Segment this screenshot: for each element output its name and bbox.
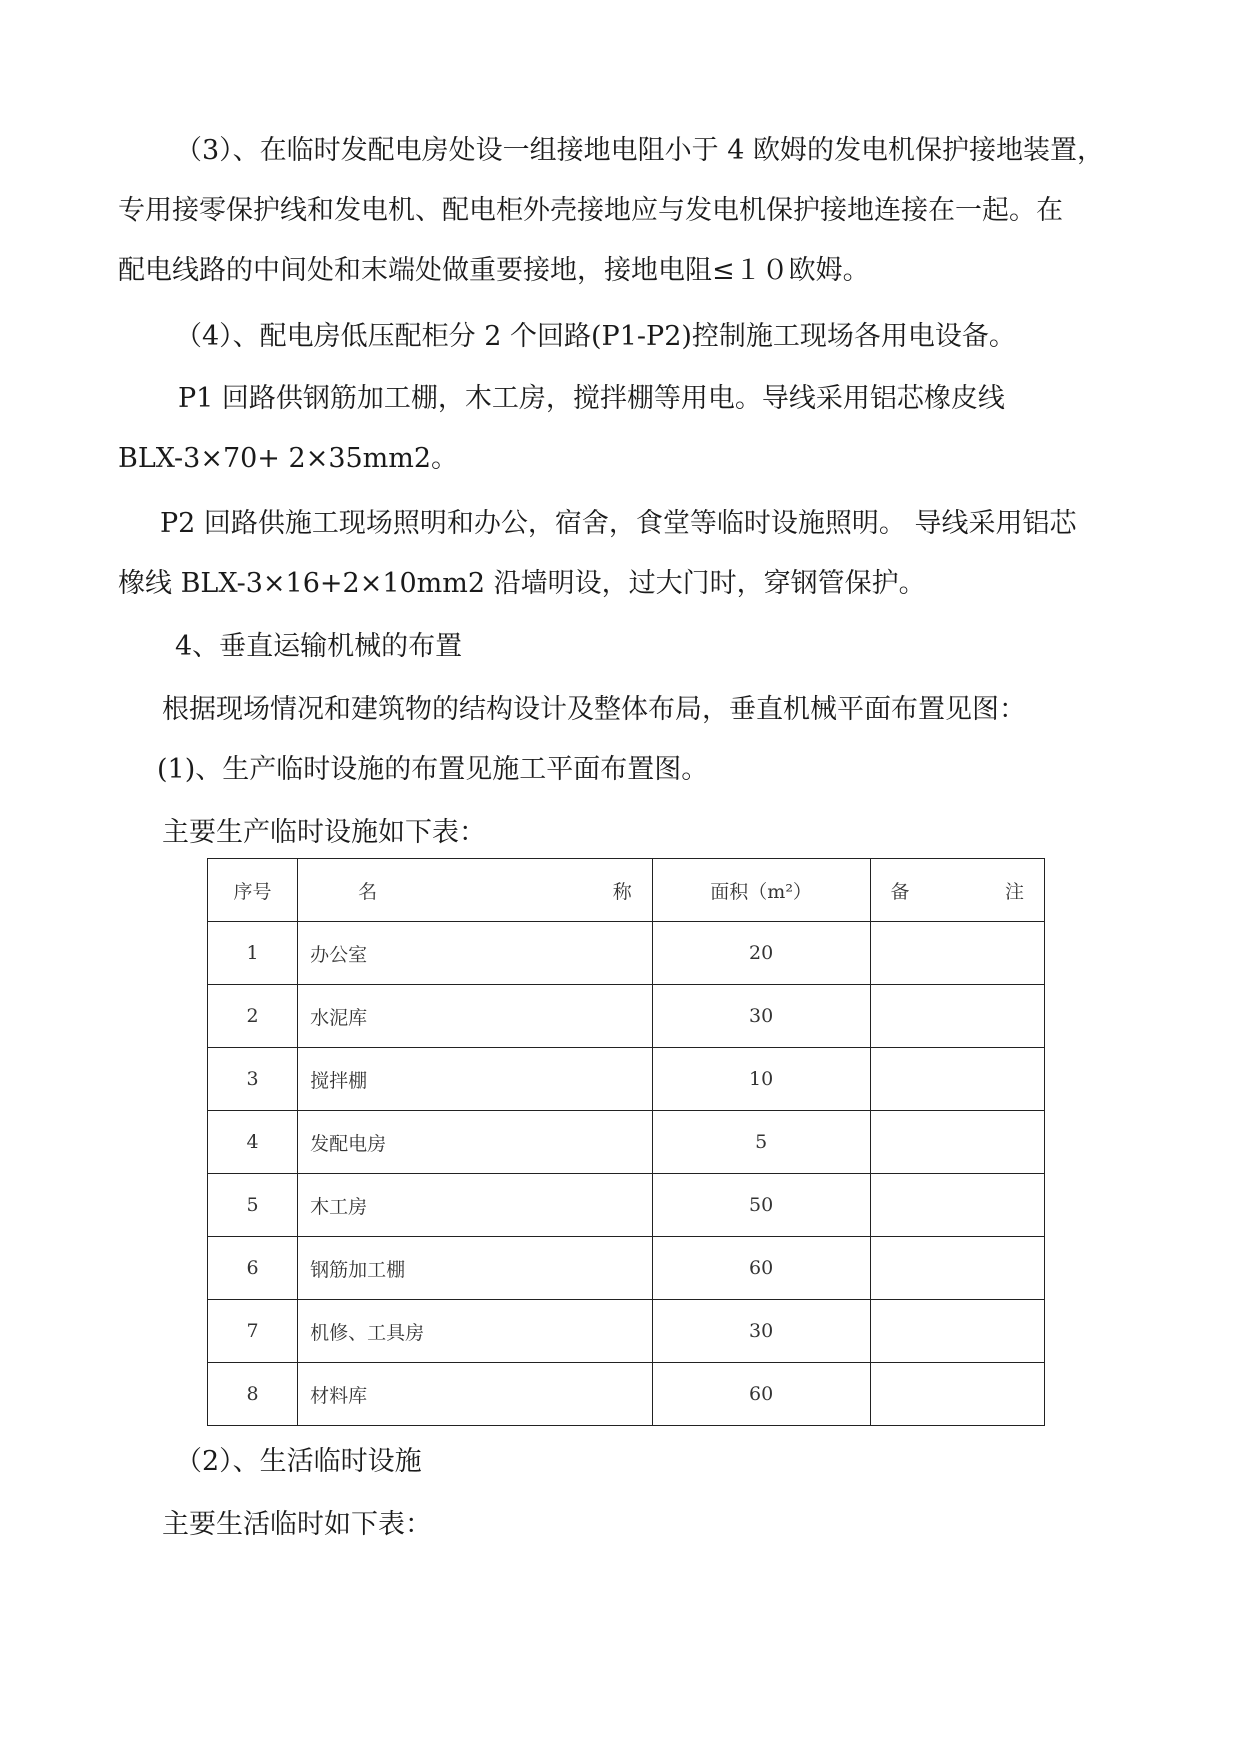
cell-no: 7 (208, 1300, 298, 1363)
table-row (208, 1111, 1045, 1174)
header-note (870, 859, 1044, 922)
cell-area: 10 (652, 1048, 870, 1111)
header-note-part: 备 (890, 880, 910, 903)
paragraph-item2: （2）、生活临时设施 (175, 1446, 422, 1477)
cell-area: 60 (652, 1237, 870, 1300)
cell-no: 3 (208, 1048, 298, 1111)
header-name (298, 859, 653, 922)
cell-no: 5 (208, 1174, 298, 1237)
table-caption: 主要生产临时设施如下表： (162, 817, 486, 848)
cell-name: 水泥库 (298, 985, 653, 1048)
cell-area: 50 (652, 1174, 870, 1237)
cell-area: 5 (652, 1111, 870, 1174)
cell-area: 30 (652, 985, 870, 1048)
cell-area: 60 (652, 1363, 870, 1426)
cell-no: 2 (208, 985, 298, 1048)
table-header-row (208, 859, 1045, 922)
cell-note (870, 922, 1044, 985)
cell-name: 钢筋加工棚 (298, 1237, 653, 1300)
table-row (208, 1300, 1045, 1363)
paragraph-item1: (1)、生产临时设施的布置见施工平面布置图。 (157, 754, 709, 785)
paragraph-line: 橡线 BLX-3×16+2×10mm2 沿墙明设，过大门时，穿钢管保护。 (118, 568, 926, 599)
cell-no: 8 (208, 1363, 298, 1426)
table-row (208, 1237, 1045, 1300)
cell-note (870, 1111, 1044, 1174)
paragraph-line: P2 回路供施工现场照明和办公，宿舍，食堂等临时设施照明。 导线采用铝芯 (160, 508, 1077, 539)
cell-no: 4 (208, 1111, 298, 1174)
cell-name: 机修、工具房 (298, 1300, 653, 1363)
table2-caption: 主要生活临时如下表： (162, 1509, 432, 1540)
header-name-part: 称 (612, 880, 632, 903)
paragraph-p1-circuit (118, 369, 1005, 489)
cell-name: 木工房 (298, 1174, 653, 1237)
table-row (208, 1048, 1045, 1111)
table-row (208, 922, 1045, 985)
cell-note (870, 1237, 1044, 1300)
paragraph-p2-circuit (118, 494, 1077, 614)
cell-name: 搅拌棚 (298, 1048, 653, 1111)
cell-area: 30 (652, 1300, 870, 1363)
header-area: 面积（m²） (652, 859, 870, 922)
header-note-part: 注 (1004, 880, 1024, 903)
paragraph-grounding (118, 121, 1104, 301)
header-no: 序号 (208, 859, 298, 922)
paragraph-line: P1 回路供钢筋加工棚，木工房，搅拌棚等用电。导线采用铝芯橡皮线 (178, 383, 1005, 414)
table-row (208, 1363, 1045, 1426)
table-row (208, 985, 1045, 1048)
cell-no: 1 (208, 922, 298, 985)
paragraph-intro: 根据现场情况和建筑物的结构设计及整体布局，垂直机械平面布置见图： (162, 694, 1026, 725)
section-heading: 4、垂直运输机械的布置 (175, 631, 463, 662)
cell-name: 材料库 (298, 1363, 653, 1426)
paragraph-line: BLX-3×70+ 2×35mm2。 (118, 443, 459, 474)
paragraph-line: 专用接零保护线和发电机、配电柜外壳接地应与发电机保护接地连接在一起。在 (118, 195, 1063, 226)
header-name-part: 名 (358, 880, 378, 903)
cell-note (870, 1363, 1044, 1426)
cell-note (870, 1048, 1044, 1111)
cell-no: 6 (208, 1237, 298, 1300)
cell-name: 办公室 (298, 922, 653, 985)
cell-note (870, 1300, 1044, 1363)
paragraph-line: （3）、在临时发配电房处设一组接地电阻小于 4 欧姆的发电机保护接地装置， (175, 135, 1105, 166)
paragraph-circuits: （4）、配电房低压配柜分 2 个回路(P1-P2)控制施工现场各用电设备。 (175, 321, 1016, 352)
cell-note (870, 985, 1044, 1048)
paragraph-line: 配电线路的中间处和末端处做重要接地，接地电阻≤１０欧姆。 (118, 255, 870, 286)
cell-name: 发配电房 (298, 1111, 653, 1174)
cell-area: 20 (652, 922, 870, 985)
cell-note (870, 1174, 1044, 1237)
table-row (208, 1174, 1045, 1237)
facilities-table (207, 858, 1045, 1426)
